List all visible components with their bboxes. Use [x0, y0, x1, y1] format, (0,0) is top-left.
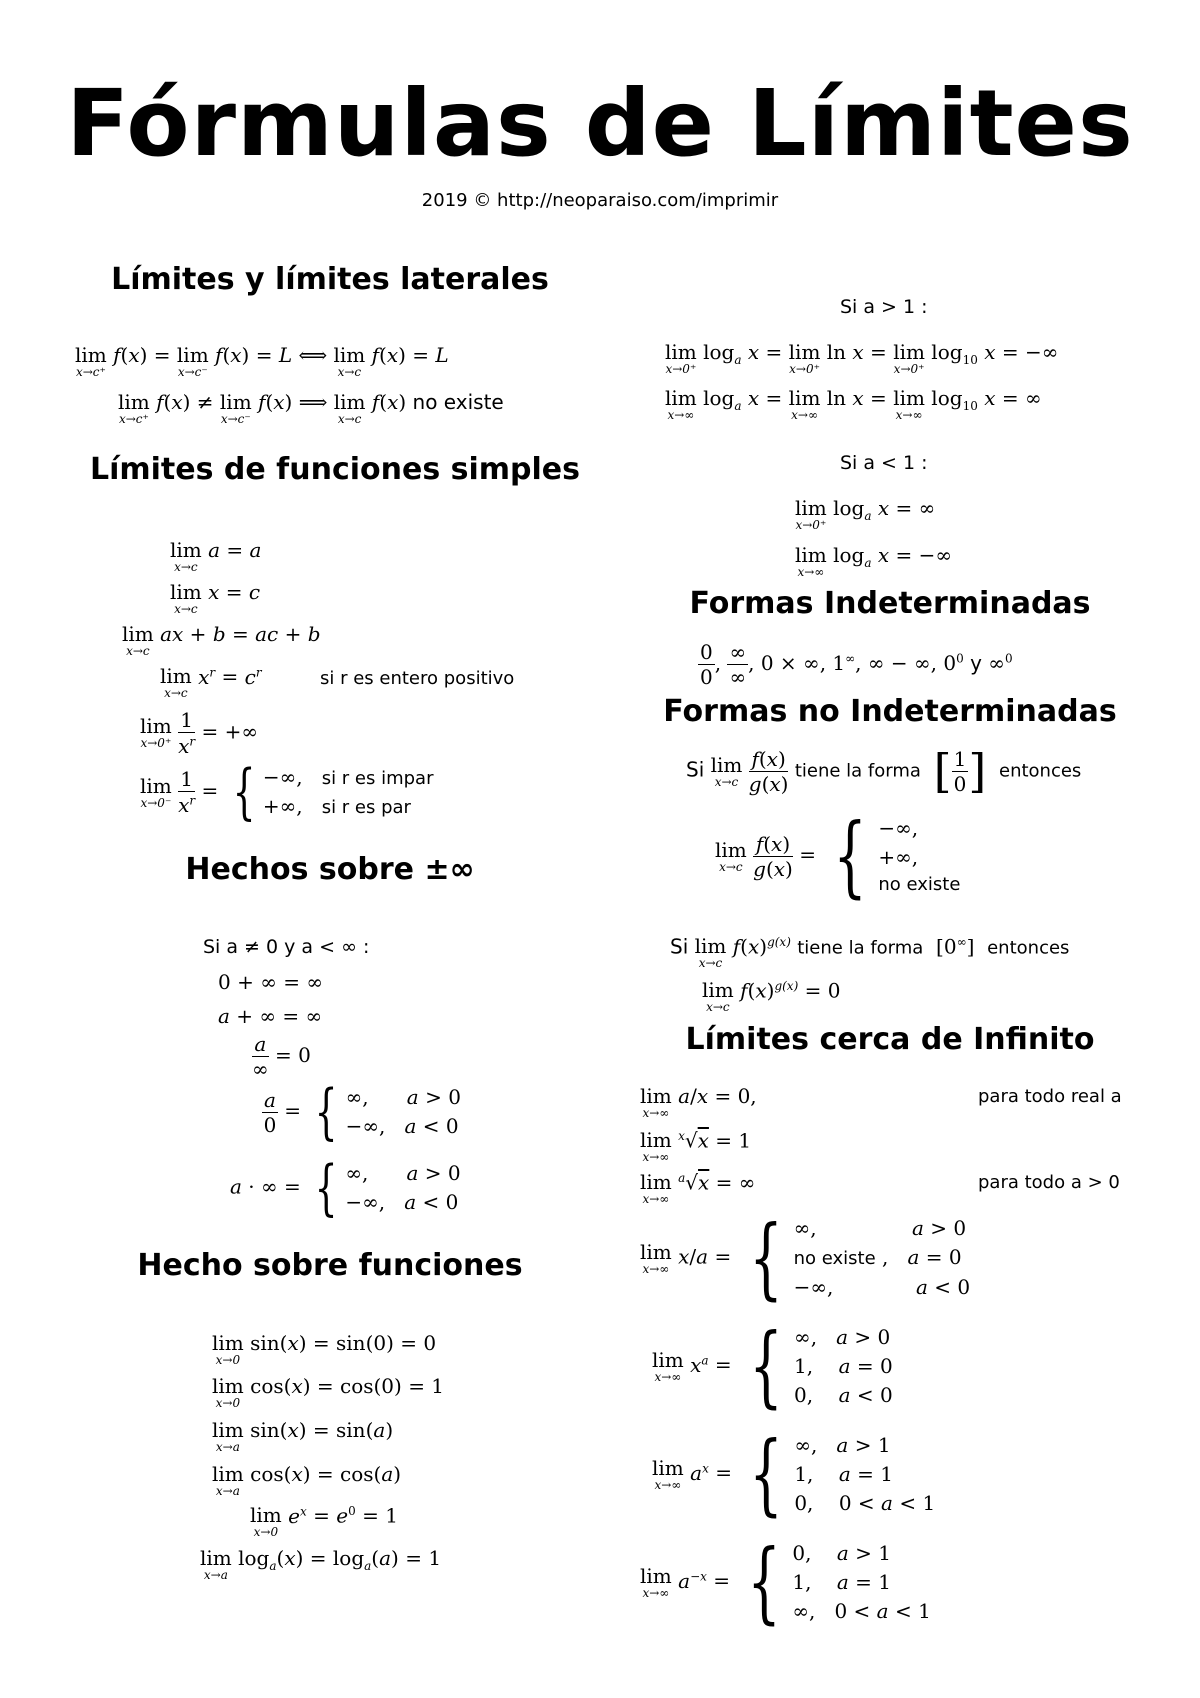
formula-log-infinito-mayor: lim x→∞ $\log_a x$ = lim x→∞ ln x = lim x→∞ $\log_{10} x$ = ∞: [665, 386, 1042, 422]
no-existe-caso: no existe: [878, 873, 961, 895]
section-heading-limites-laterales: Límites y límites laterales: [111, 262, 549, 297]
formula-sin-a: lim x→a sin(x) = sin(a): [212, 1418, 394, 1454]
tiene-forma-1: tiene la forma: [794, 760, 921, 782]
hecho-a-entre-infinito: $\frac{a}{\infty}$ = 0: [252, 1032, 311, 1081]
formula-log-a: lim x→a $\log_a(x) = \log_a(a) = 1$: [200, 1546, 442, 1582]
hecho-a-por-infinito: a · ∞ = { ∞, a > 0 −∞, a < 0: [230, 1153, 461, 1223]
section-heading-cerca-infinito: Límites cerca de Infinito: [685, 1022, 1095, 1057]
formula-lim-inversa-derecha: lim x→0⁺ $\frac{1}{x^r}$ = +∞: [140, 708, 259, 758]
formula-lim-x: lim x→c x = c: [170, 580, 261, 616]
page-subtitle: 2019 © http://neoparaiso.com/imprimir: [421, 190, 779, 211]
hecho-a-mas-infinito: a + ∞ = ∞: [218, 1004, 323, 1028]
section-heading-funciones-simples: Límites de funciones simples: [89, 452, 580, 487]
condicion-a: Si a ≠ 0 y a < ∞ :: [203, 936, 370, 958]
condicion-a-mayor-1: Si a > 1 :: [840, 296, 928, 318]
lista-formas-indeterminadas: $\frac{0}{0}$ , $\frac{\infty}{\infty}$ , 0 × ∞, 1∞, ∞ − ∞, $0^0$ y ∞$^0$: [700, 640, 1013, 689]
formula-resultado-uno-cero: lim x→c $\frac{f(x)}{g(x)}$ = { −∞, +∞, no existe: [715, 804, 961, 907]
formula-forma-cero-infinito: Si lim x→c $f(x)^{g(x)}$ tiene la forma [0∞] entonces: [670, 934, 1070, 970]
formula-cos-cero: lim x→0 cos(x) = cos(0) = 1: [212, 1374, 445, 1410]
formula-lim-constante: lim x→c a = a: [170, 538, 262, 574]
formula-forma-uno-cero: Si lim x→c $\frac{f(x)}{g(x)}$ tiene la forma [ $\frac{1}{0}$ ] entonces: [686, 744, 1082, 798]
hecho-a-entre-cero: $\frac{a}{0}$ = { ∞, a > 0 −∞, a < 0: [263, 1077, 461, 1147]
no-existe-text: no existe: [412, 390, 504, 414]
si-label-2: Si: [670, 934, 689, 959]
no-existe-x-entre-a: no existe: [793, 1248, 876, 1270]
formula-a-a-la-x: lim x→∞ $a^x$ = { ∞, a > 1 1, a = 1 0, 0 < a < 1: [652, 1422, 936, 1525]
formula-x-a-la-a: lim x→∞ $x^a$ = { ∞, a > 0 1, a = 0 0, a < 0: [652, 1314, 893, 1417]
formula-exp-cero: lim x→0 $e^x = e^0 = 1$: [250, 1503, 398, 1539]
caso-r-par: si r es par: [321, 797, 411, 818]
formula-lim-lineal: lim x→c ax + b = ac + b: [122, 622, 321, 658]
tiene-forma-2: tiene la forma: [797, 937, 924, 959]
formula-cos-a: lim x→a cos(x) = cos(a): [212, 1462, 402, 1498]
si-label-1: Si: [686, 757, 705, 782]
formula-log-infinito-menor: lim x→∞ $\log_a x$ = −∞: [795, 543, 953, 579]
hecho-cero-mas-infinito: 0 + ∞ = ∞: [218, 970, 323, 994]
formula-log-cero-menor: lim x→0⁺ $\log_a x$ = ∞: [795, 496, 936, 532]
page-title: Fórmulas de Límites: [66, 70, 1134, 177]
section-heading-formas-indeterminadas: Formas Indeterminadas: [689, 586, 1091, 621]
formula-x-entre-a: lim x→∞ x/a = { ∞, a > 0 no existe , a = 0 −∞, a < 0: [640, 1206, 971, 1309]
condicion-a-menor-1: Si a < 1 :: [840, 452, 928, 474]
formula-lateral-2: lim x→c⁺ f(x) ≠ lim x→c⁻ f(x) ⟹ lim x→c f(x) no existe: [118, 390, 504, 426]
nota-r-entero: si r es entero positivo: [320, 668, 515, 689]
formula-resultado-cero-infinito: lim x→c $f(x)^{g(x)} = 0$: [702, 978, 841, 1014]
entonces-2: entonces: [987, 937, 1070, 959]
section-heading-hechos-infinito: Hechos sobre ±∞: [185, 852, 475, 887]
caso-r-impar: si r es impar: [321, 767, 434, 789]
formula-raiz-x-uno: lim x→∞ $^x$√x = 1: [640, 1128, 752, 1164]
formula-log-cero-mayor: lim x→0⁺ $\log_a x$ = lim x→0⁺ ln x = lim x→0⁺ $\log_{10} x$ = −∞: [665, 340, 1059, 376]
nota-para-todo-a: para todo a > 0: [978, 1172, 1120, 1193]
entonces-1: entonces: [999, 760, 1082, 782]
formula-sin-cero: lim x→0 sin(x) = sin(0) = 0: [212, 1331, 437, 1367]
formula-lim-inversa-izquierda: lim x→0⁻ $\frac{1}{x^r}$ = { −∞, si r es impar +∞, si r es par: [140, 757, 434, 827]
formula-a-a-la-menos-x: lim x→∞ $a^{-x}$ = { 0, a > 1 1, a = 1 ∞, 0 < a < 1: [640, 1530, 931, 1633]
section-heading-hecho-funciones: Hecho sobre funciones: [137, 1248, 523, 1283]
formula-raiz-a-x: lim x→∞ $^a$√x = ∞: [640, 1170, 756, 1206]
nota-para-todo-real: para todo real a: [978, 1086, 1122, 1107]
formula-lateral-1: lim x→c⁺ f(x) = lim x→c⁻ f(x) = L ⟺ lim x→c f(x) = L: [75, 343, 449, 379]
formula-a-entre-x: lim x→∞ a/x = 0,: [640, 1084, 757, 1120]
section-heading-formas-no-indeterminadas: Formas no Indeterminadas: [663, 694, 1117, 729]
formula-lim-potencia: lim x→c $x^r = c^r$: [160, 664, 262, 700]
